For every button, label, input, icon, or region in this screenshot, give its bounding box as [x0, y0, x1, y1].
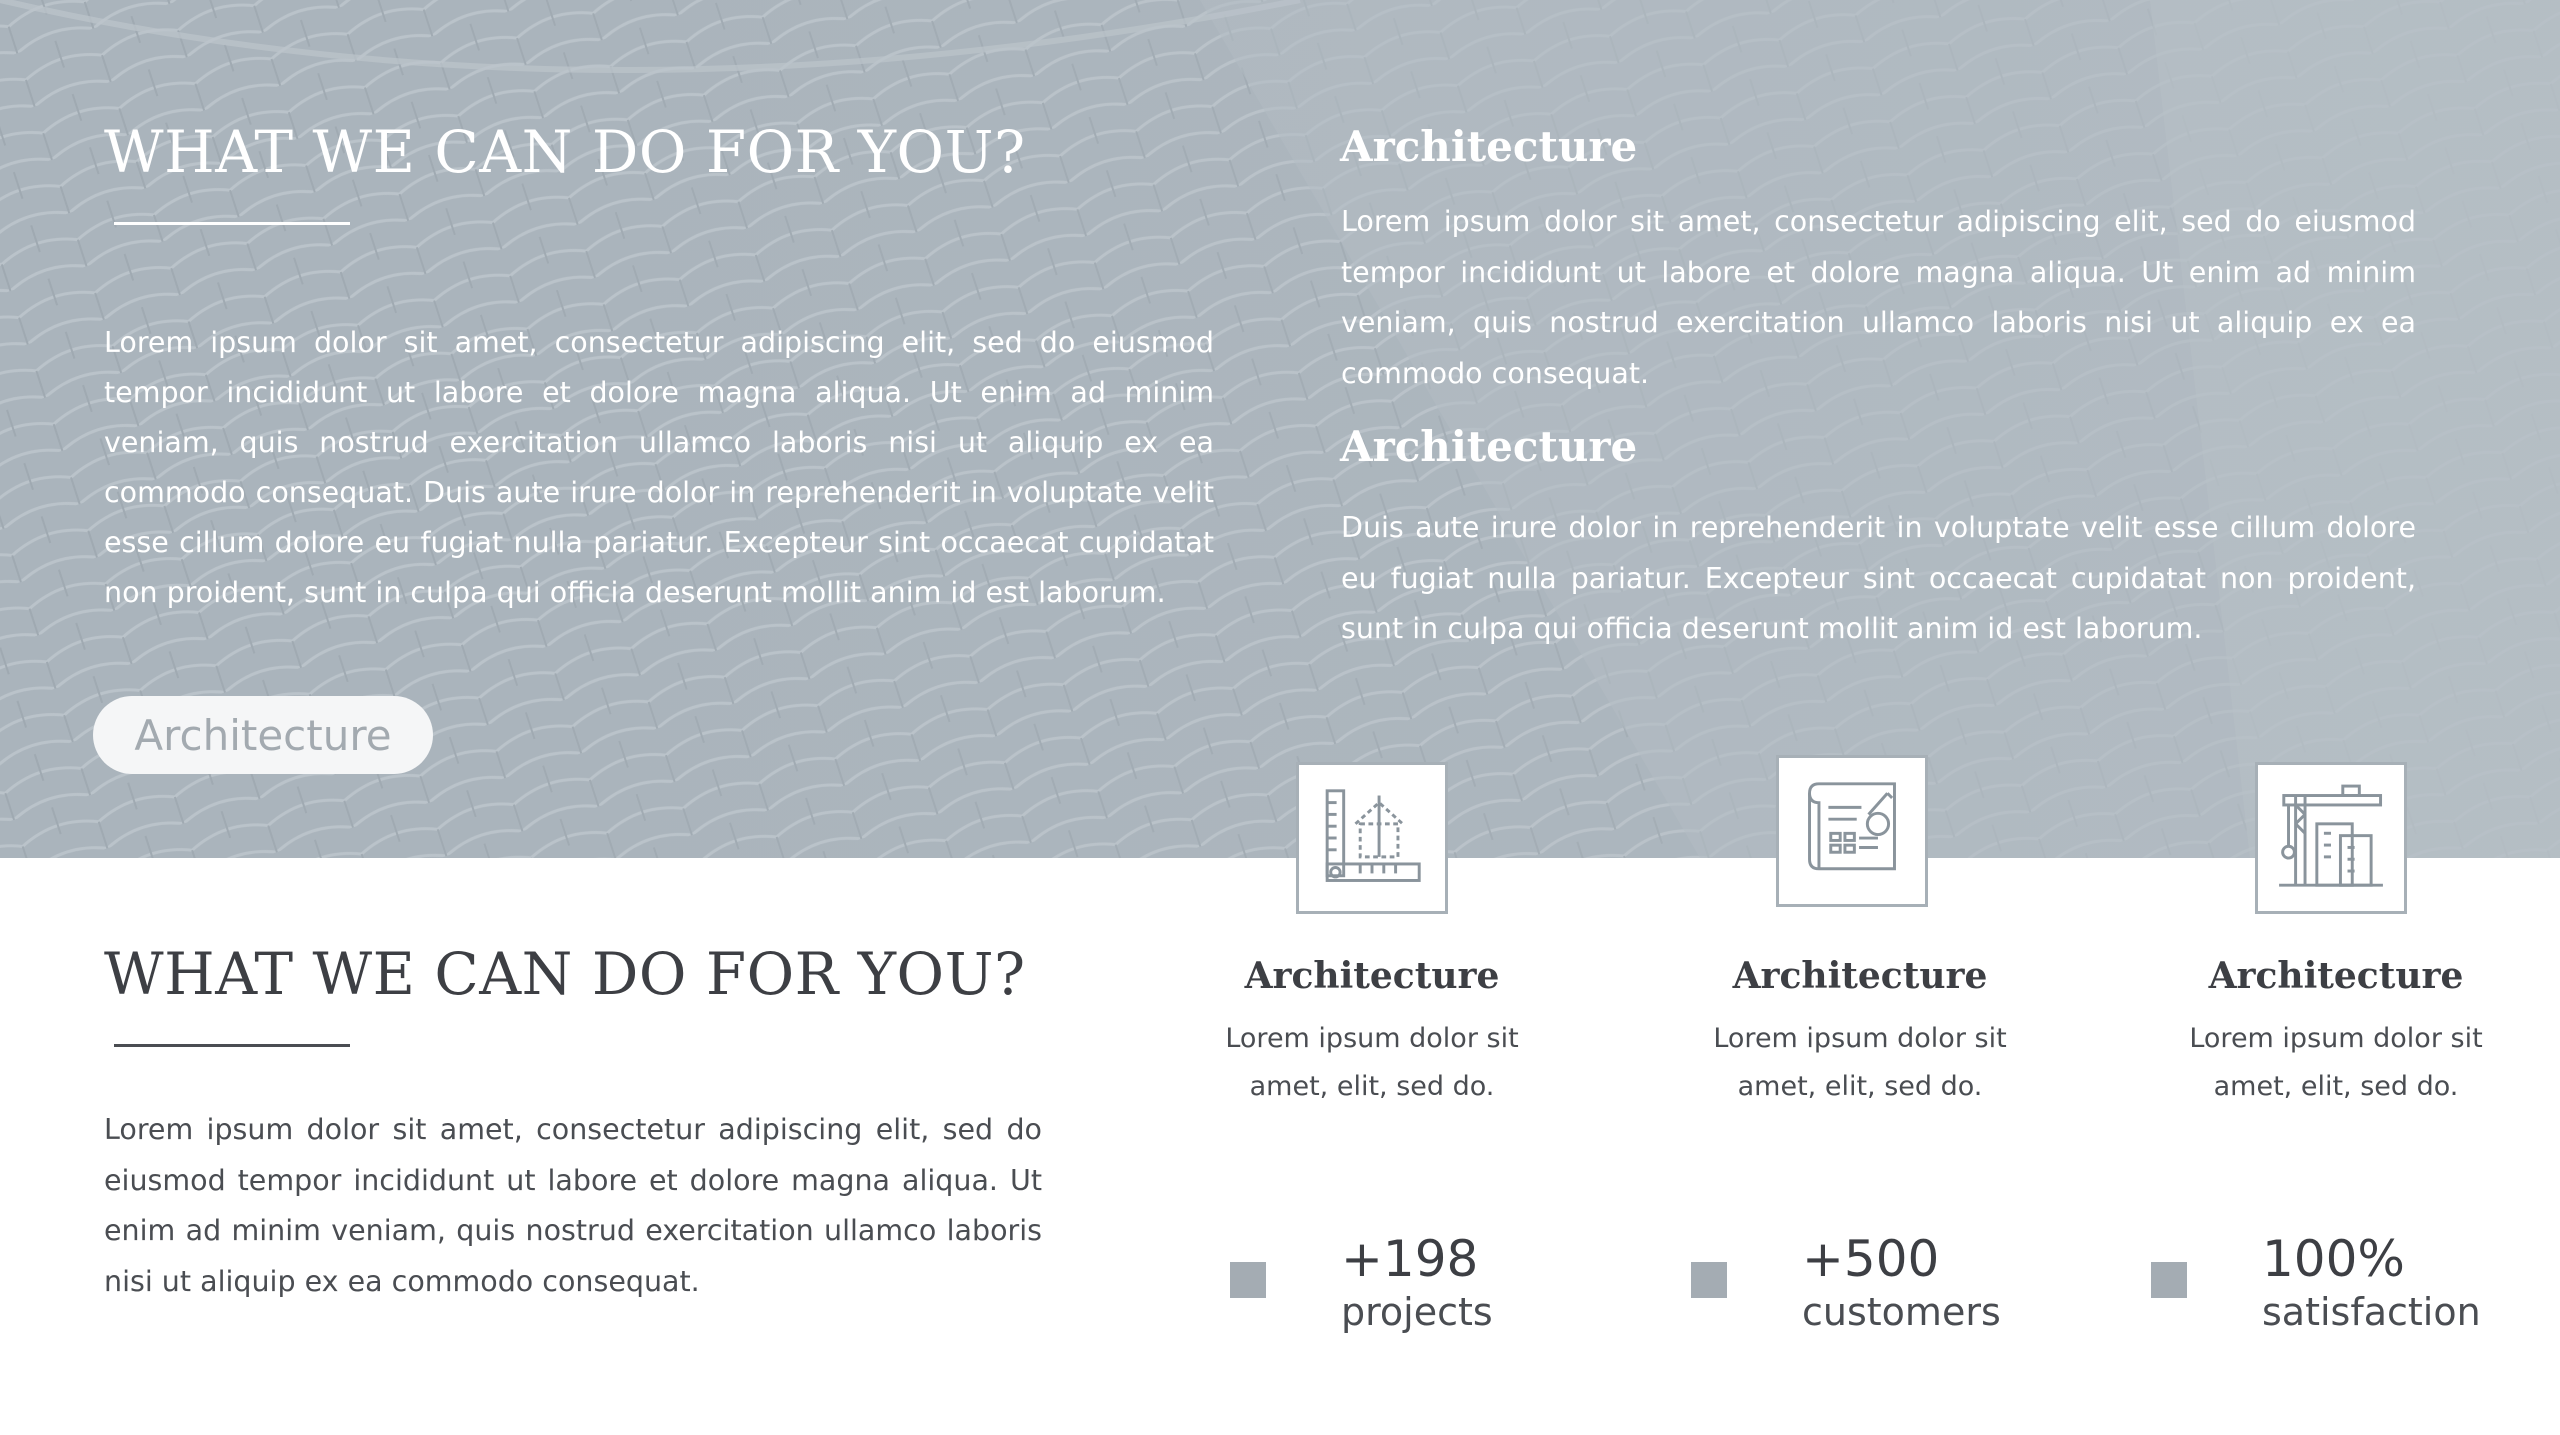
right-block-heading-2: Architecture — [1340, 422, 1638, 471]
blueprint-icon — [1776, 755, 1928, 907]
stat-marker-1 — [1230, 1262, 1266, 1298]
stat-label-2: customers — [1802, 1290, 2001, 1334]
feature-card-1 — [1192, 955, 1552, 1111]
section-title: WHAT WE CAN DO FOR YOU? — [104, 940, 1026, 1008]
stat-label-3: satisfaction — [2262, 1290, 2481, 1334]
section-title-underline — [114, 1044, 350, 1047]
section-paragraph: Lorem ipsum dolor sit amet, consectetur adipiscing elit, sed do eiusmod tempor incididunt ut labore et dolore magna aliqua. Ut enim ad minim veniam, quis nostrud exercitation ullamco laboris nisi ut aliquip ex ea commodo consequat. — [104, 1113, 1042, 1298]
stat-value-1: +198 — [1341, 1230, 1479, 1288]
house-plan-icon — [1296, 762, 1448, 914]
feature-text-3: Lorem ipsum dolor sit amet, elit, sed do. — [2189, 1023, 2483, 1102]
stat-marker-3 — [2151, 1262, 2187, 1298]
hero-title-underline — [114, 222, 350, 225]
feature-card-3 — [2156, 955, 2516, 1111]
right-block-text-1: Lorem ipsum dolor sit amet, consectetur adipiscing elit, sed do eiusmod tempor incididunt ut labore et dolore magna aliqua. Ut enim ad minim veniam, quis nostrud exercitation ullamco laboris nisi ut aliquip ex ea commodo consequat. — [1341, 205, 2416, 390]
feature-title-1: Architecture — [1244, 955, 1500, 997]
hero-paragraph: Lorem ipsum dolor sit amet, consectetur adipiscing elit, sed do eiusmod tempor incididunt ut labore et dolore magna aliqua. Ut enim ad minim veniam, quis nostrud exercitation ullamco laboris nisi ut aliquip ex ea commodo consequat. Duis aute irure dolor in reprehenderit in voluptate velit esse cillum dolore eu fugiat nulla pariatur. Excepteur sint occaecat cupidatat non proident, sunt in culpa qui officia deserunt mollit anim id est laborum. — [104, 326, 1214, 609]
stat-value-3: 100% — [2262, 1230, 2405, 1288]
right-block-text-2: Duis aute irure dolor in reprehenderit in voluptate velit esse cillum dolore eu fugiat nulla pariatur. Excepteur sint occaecat cupidatat non proident, sunt in culpa qui officia deserunt mollit anim id est laborum. — [1341, 511, 2416, 645]
stat-label-1: projects — [1341, 1290, 1493, 1334]
feature-text-1: Lorem ipsum dolor sit amet, elit, sed do. — [1225, 1023, 1519, 1102]
feature-card-2 — [1680, 955, 2040, 1111]
hero-title: WHAT WE CAN DO FOR YOU? — [104, 118, 1026, 186]
stat-value-2: +500 — [1802, 1230, 1940, 1288]
feature-title-3: Architecture — [2208, 955, 2464, 997]
feature-text-2: Lorem ipsum dolor sit amet, elit, sed do. — [1713, 1023, 2007, 1102]
stat-marker-2 — [1691, 1262, 1727, 1298]
feature-title-2: Architecture — [1732, 955, 1988, 997]
crane-building-icon — [2255, 762, 2407, 914]
architecture-pill-button[interactable]: Architecture — [93, 696, 433, 774]
right-block-heading-1: Architecture — [1340, 122, 1638, 171]
